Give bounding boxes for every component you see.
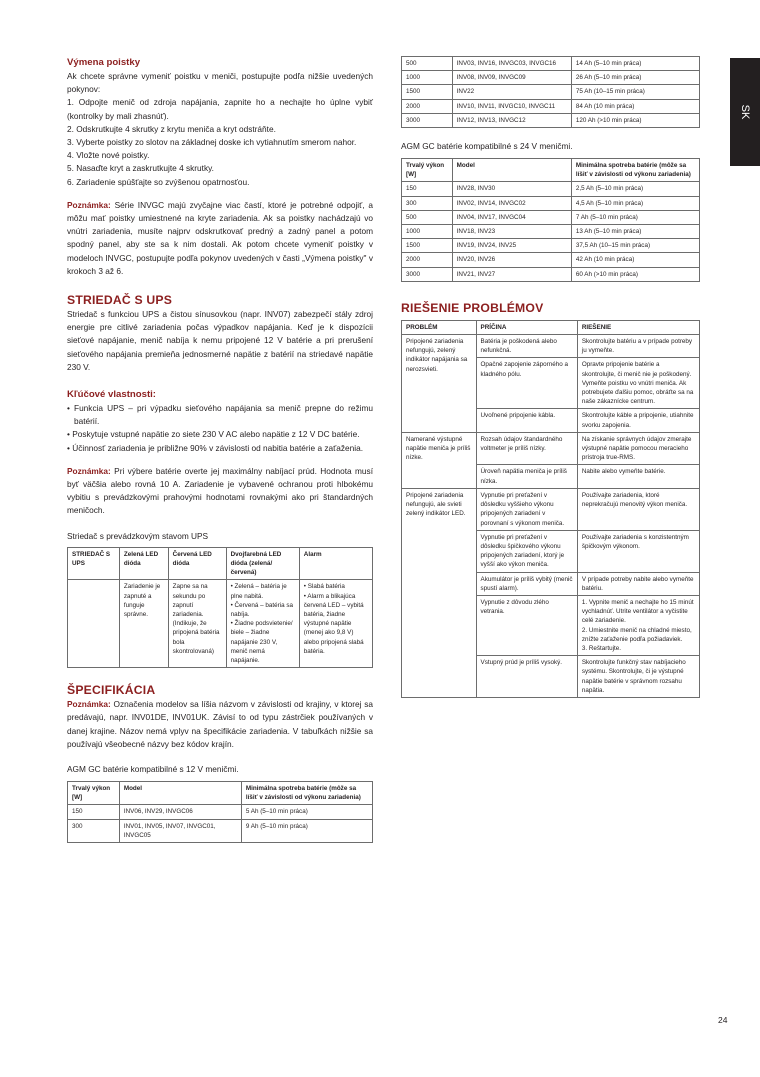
- fuse-step: 4. Vložte nové poistky.: [67, 150, 150, 161]
- table-cell: INV21, INV27: [452, 267, 571, 281]
- table-header: RIEŠENIE: [577, 320, 699, 334]
- battery-12v-table-continued: [401, 56, 700, 128]
- fuse-note: [67, 199, 373, 278]
- right-column: [401, 56, 700, 698]
- solution-cell: Používajte zariadenia s konzistentným špičkovým výkonom.: [577, 530, 699, 572]
- table-header-row: [68, 781, 373, 804]
- table-cell: INV01, INV05, INV07, INVGC01, INVGC05: [119, 819, 241, 842]
- table-cell: 7 Ah (5–10 min práca): [571, 210, 699, 224]
- table-row: [402, 182, 700, 196]
- table-header-row: [402, 320, 700, 334]
- table-cell: • Slabá batéria • Alarm a blikajúca červená LED – vybitá batéria, žiadne výstupné napätie (menej ako 9,8 V) alebo pripojená slabá batéria.: [299, 580, 372, 668]
- ups-status-table: [67, 547, 373, 668]
- left-column: [67, 56, 373, 843]
- fuse-step: 3. Vyberte poistky zo slotov na základnej doske ich vytiahnutím smerom nahor.: [67, 137, 357, 148]
- table-header: Zelená LED dióda: [119, 547, 168, 580]
- table-cell: INV20, INV26: [452, 253, 571, 267]
- cause-cell: Vypnutie z dôvodu zlého vetrania.: [476, 595, 577, 655]
- problem-cell: Namerané výstupné napätie meniča je príliš nízke.: [402, 432, 477, 488]
- table-cell: 1500: [402, 239, 453, 253]
- battery-24v-table: [401, 158, 700, 282]
- page-number: 24: [718, 1015, 728, 1025]
- table-row: [402, 99, 700, 113]
- table-cell: Zariadenie je zapnuté a funguje správne.: [119, 580, 168, 668]
- table-row: [402, 113, 700, 127]
- cause-cell: Akumulátor je príliš vybitý (menič spustí alarm).: [476, 572, 577, 595]
- note-text: Série INVGC majú zvyčajne viac častí, ktoré je potrebné odpojiť, a môžu mať poistky umiestnené na kryte zariadenia. Ak sa poistky nachádzajú vo vnútri zariadenia, musíte najprv odskrutkovať predný a zadný panel a potom spodný panel, aby ste sa k nim dostali. Ak potom chcete vymeniť poistky v modeloch INVGC, postupujte podľa pokynov uvedených v časti „Výmena poistky" v krokoch 3 až 6.: [67, 199, 373, 276]
- table-cell: 9 Ah (5–10 min práca): [241, 819, 372, 842]
- language-tab: [730, 58, 760, 166]
- table-cell: 500: [402, 57, 453, 71]
- table-row: [402, 196, 700, 210]
- table-cell: 84 Ah (10 min práca): [571, 99, 699, 113]
- table-cell: 4,5 Ah (5–10 min práca): [571, 196, 699, 210]
- spec-title: ŠPECIFIKÁCIA: [67, 683, 156, 698]
- solution-cell: 1. Vypnite menič a nechajte ho 15 minút vychladnúť. Utrite ventilátor a vyčistite celé zariadenie. 2. Umiestnite menič na chladné miesto, znížte zaťaženie podľa požiadaviek. 3. Reštartujte.: [577, 595, 699, 655]
- table-cell: INV08, INV09, INVGC09: [452, 71, 571, 85]
- table-cell: 2000: [402, 99, 453, 113]
- table-row: [402, 432, 700, 465]
- table-cell: 150: [402, 182, 453, 196]
- table-cell: 26 Ah (5–10 min práca): [571, 71, 699, 85]
- ups-title: STRIEDAČ S UPS: [67, 293, 173, 308]
- features-list: [67, 402, 373, 455]
- table-header: Minimálna spotreba batérie (môže sa líšiť v závislosti od výkonu zariadenia): [241, 781, 372, 804]
- fuse-step: 6. Zariadenie spúšťajte so zvýšenou opatrnosťou.: [67, 176, 250, 187]
- table-row: [402, 253, 700, 267]
- fuse-title: Výmena poistky: [67, 57, 141, 68]
- fuse-step: 5. Nasaďte kryt a zaskrutkujte 4 skrutky.: [67, 163, 214, 174]
- table-cell: [68, 580, 120, 668]
- language-code: SK: [739, 104, 751, 120]
- table-row: [402, 335, 700, 358]
- table-header-row: [68, 547, 373, 580]
- table-cell: INV10, INV11, INVGC10, INVGC11: [452, 99, 571, 113]
- table-row: [402, 210, 700, 224]
- table-cell: 1000: [402, 71, 453, 85]
- note-label: Poznámka:: [67, 699, 111, 710]
- table-header: Dvojfarebná LED dióda (zelená/ červená): [226, 547, 299, 580]
- table-cell: 60 Ah (>10 min práca): [571, 267, 699, 281]
- table-cell: 150: [68, 805, 120, 819]
- table-cell: 75 Ah (10–15 min práca): [571, 85, 699, 99]
- table-cell: INV04, INV17, INVGC04: [452, 210, 571, 224]
- troubleshooting-title: RIEŠENIE PROBLÉMOV: [401, 300, 544, 315]
- table-cell: 1000: [402, 225, 453, 239]
- feature-item: • Účinnosť zariadenia je približne 90% v závislosti od nabitia batérie a zaťaženia.: [67, 442, 363, 453]
- troubleshooting-table: [401, 320, 700, 698]
- note-label: Poznámka:: [67, 465, 111, 476]
- table-header: STRIEDAČ S UPS: [68, 547, 120, 580]
- table-cell: 2,5 Ah (5–10 min práca): [571, 182, 699, 196]
- feature-item: • Funkcia UPS – pri výpadku sieťového napájania sa menič prepne do režimu batérií.: [67, 403, 373, 427]
- note-text: Pri výbere batérie overte jej maximálny nabíjací prúd. Hodnota musí byť väčšia alebo rovná 10 A. Zariadenie je vybavené ochranou proti hlbokému vybitiu s prevádzkovými prahovými hodnotami rovnakými ako pri štandardných meničoch.: [67, 465, 373, 516]
- fuse-intro: Ak chcete správne vymeniť poistku v meniči, postupujte podľa nižšie uvedených pokynov:: [67, 71, 373, 95]
- table-cell: INV18, INV23: [452, 225, 571, 239]
- table-header-row: [402, 159, 700, 182]
- table-row: [68, 805, 373, 819]
- cause-cell: Vypnutie pri preťažení v dôsledku špičkového výkonu pripojených zariadení, ktorý je vyšší ako výkon meniča.: [476, 530, 577, 572]
- note-label: Poznámka:: [67, 199, 111, 210]
- feature-item: • Poskytuje vstupné napätie zo siete 230 V AC alebo napätie z 12 V DC batérie.: [67, 429, 360, 440]
- table24-caption: AGM GC batérie kompatibilné s 24 V meničmi.: [401, 141, 573, 152]
- cause-cell: Úroveň napätia meniča je príliš nízka.: [476, 465, 577, 488]
- problem-cell: Pripojené zariadenia nefungujú, zelený indikátor napájania sa nerozsvieti.: [402, 335, 477, 433]
- ups-note: [67, 465, 373, 518]
- table-cell: 42 Ah (10 min práca): [571, 253, 699, 267]
- solution-cell: Nabite alebo vymeňte batérie.: [577, 465, 699, 488]
- table-header: Model: [452, 159, 571, 182]
- ups-intro: Striedač s funkciou UPS a čistou sínusovkou (napr. INV07) zabezpečí stály zdroj energie pre citlivé zariadenia počas výpadkov napájania. Keď je k dispozícii sieťové napájanie, menič nabíja k nemu pripojené 12 V batérie a pri prerušení sieťového napájania premieňa jednosmerné napätie z batérií na striedavé napätie 230 V.: [67, 309, 373, 372]
- spec-note: [67, 698, 373, 751]
- cause-cell: Uvoľnené pripojenie kábla.: [476, 409, 577, 432]
- ups-table-caption: Striedač s prevádzkovým stavom UPS: [67, 530, 209, 541]
- table-header: PRÍČINA: [476, 320, 577, 334]
- table-header: Červená LED dióda: [168, 547, 226, 580]
- solution-cell: V prípade potreby nabite alebo vymeňte batériu.: [577, 572, 699, 595]
- table-cell: 14 Ah (5–10 min práca): [571, 57, 699, 71]
- table-cell: 3000: [402, 267, 453, 281]
- table-header: Alarm: [299, 547, 372, 580]
- features-title: Kľúčové vlastnosti:: [67, 389, 156, 401]
- table-cell: INV28, INV30: [452, 182, 571, 196]
- table12-caption: AGM GC batérie kompatibilné s 12 V meničmi.: [67, 763, 239, 774]
- table-cell: 500: [402, 210, 453, 224]
- fuse-step: 1. Odpojte menič od zdroja napájania, zapnite ho a nechajte ho úplne vybiť (kontrolky by mali zhasnúť).: [67, 97, 373, 121]
- table-cell: INV03, INV16, INVGC03, INVGC16: [452, 57, 571, 71]
- table-cell: 3000: [402, 113, 453, 127]
- table-row: [402, 488, 700, 530]
- table-cell: 5 Ah (5–10 min práca): [241, 805, 372, 819]
- table-cell: INV02, INV14, INVGC02: [452, 196, 571, 210]
- table-row: [402, 57, 700, 71]
- problem-cell: Pripojené zariadenia nefungujú, ale svieti zelený indikátor LED.: [402, 488, 477, 697]
- cause-cell: Opačné zapojenie záporného a kladného pólu.: [476, 358, 577, 409]
- solution-cell: Skontrolujte káble a pripojenie, utiahnite svorku zapojenia.: [577, 409, 699, 432]
- table-row: [402, 239, 700, 253]
- solution-cell: Skontrolujte funkčný stav nabíjacieho systému. Skontrolujte, či je výstupné napätie batérie v správnom rozsahu napätia.: [577, 656, 699, 698]
- table-header: Minimálna spotreba batérie (môže sa líšiť v závislosti od výkonu zariadenia): [571, 159, 699, 182]
- table-header: Trvalý výkon [W]: [68, 781, 120, 804]
- table-header: Trvalý výkon [W]: [402, 159, 453, 182]
- solution-cell: Na získanie správnych údajov zmerajte výstupné napätie pomocou meracieho prístroja true-RMS.: [577, 432, 699, 465]
- table-cell: • Zelená – batéria je plne nabitá. • Červená – batéria sa nabíja. • Žiadne podsvietenie/ biele – žiadne napájanie 230 V, menič nemá napájanie.: [226, 580, 299, 668]
- table-cell: INV22: [452, 85, 571, 99]
- table-row: [402, 85, 700, 99]
- table-cell: 13 Ah (5–10 min práca): [571, 225, 699, 239]
- table-cell: 37,5 Ah (10–15 min práca): [571, 239, 699, 253]
- solution-cell: Používajte zariadenia, ktoré neprekračujú menovitý výkon meniča.: [577, 488, 699, 530]
- table-cell: 300: [68, 819, 120, 842]
- solution-cell: Skontrolujte batériu a v prípade potreby ju vymeňte.: [577, 335, 699, 358]
- table-cell: INV19, INV24, INV25: [452, 239, 571, 253]
- table-row: [68, 580, 373, 668]
- battery-12v-table: [67, 781, 373, 843]
- table-header: Model: [119, 781, 241, 804]
- fuse-steps: [67, 96, 373, 188]
- fuse-step: 2. Odskrutkujte 4 skrutky z krytu meniča a kryt odstráňte.: [67, 123, 276, 134]
- table-row: [402, 71, 700, 85]
- cause-cell: Rozsah údajov štandardného voltmeter je príliš nízky.: [476, 432, 577, 465]
- table-cell: INV12, INV13, INVGC12: [452, 113, 571, 127]
- table-row: [402, 267, 700, 281]
- cause-cell: Vypnutie pri preťažení v dôsledku vyššieho výkonu pripojených zariadení v porovnaní s výkonom meniča.: [476, 488, 577, 530]
- cause-cell: Batéria je poškodená alebo nefunkčná.: [476, 335, 577, 358]
- table-cell: Zapne sa na sekundu po zapnutí zariadenia. (Indikuje, že pripojená batéria bola skontrolovaná): [168, 580, 226, 668]
- cause-cell: Vstupný prúd je príliš vysoký.: [476, 656, 577, 698]
- table-cell: 2000: [402, 253, 453, 267]
- solution-cell: Opravte pripojenie batérie a skontrolujte, či menič nie je poškodený. Vymeňte poistku vo vnútri meniča. Ak potrebujete ďalšiu pomoc, obráťte sa na naše zákaznícke centrum.: [577, 358, 699, 409]
- table-row: [402, 225, 700, 239]
- note-text: Označenia modelov sa líšia názvom v závislosti od krajiny, v ktorej sa predávajú, napr. INV01DE, INV01UK. Závisí to od typu zástrčiek používaných v danej krajine. Názov nemá vplyv na špecifikácie zariadenia. V tabuľkách nižšie sa používajú všeobecné názvy bez kódov krajín.: [67, 699, 373, 749]
- table-header: PROBLÉM: [402, 320, 477, 334]
- table-cell: 1500: [402, 85, 453, 99]
- table-cell: INV06, INV29, INVGC06: [119, 805, 241, 819]
- table-cell: 120 Ah (>10 min práca): [571, 113, 699, 127]
- table-row: [68, 819, 373, 842]
- table-cell: 300: [402, 196, 453, 210]
